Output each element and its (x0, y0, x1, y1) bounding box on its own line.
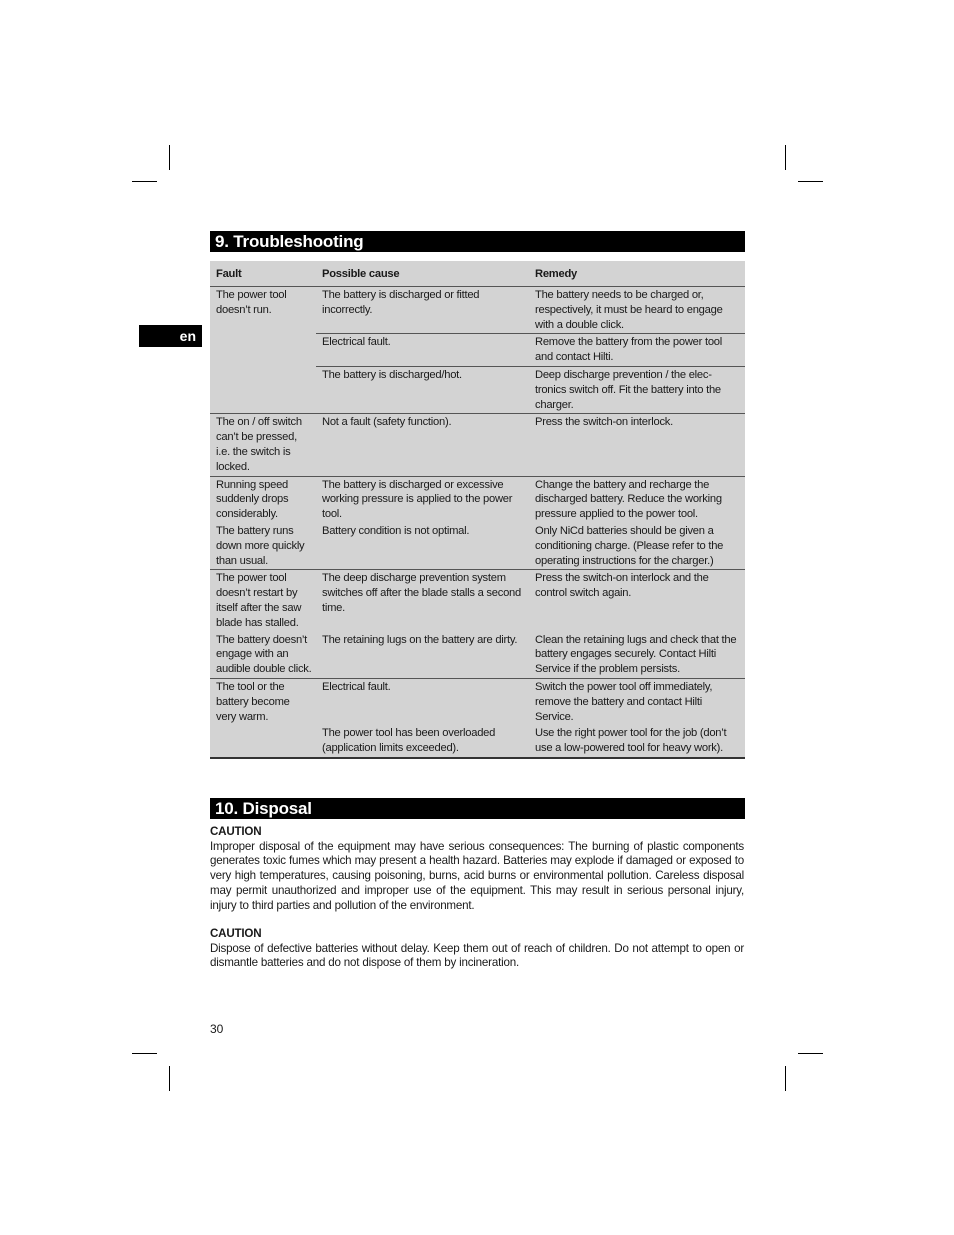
remedy-cell: Only NiCd batteries should be given a conditioning charge. (Please refer to the operating instructions for the charger.) (529, 523, 745, 570)
remedy-cell: Press the switch-on interlock and the control switch again. (535, 572, 709, 600)
cause-cell: The battery is discharged/hot. (316, 366, 529, 413)
remedy-cell: Press the switch-on interlock. (529, 414, 745, 476)
crop-mark (132, 1053, 157, 1054)
cause-cell: The battery is discharged or excessive working pressure is applied to the power tool. (322, 478, 513, 521)
cause-cell: Electrical fault. (316, 334, 529, 367)
section-title-troubleshooting: 9. Troubleshooting (210, 231, 745, 252)
fault-cell: The power tool doesn’t restart by itself after the saw blade has stalled. (216, 572, 302, 629)
caution-block-2 (210, 927, 744, 971)
fault-cell: The on / off switch can’t be pressed, i.e. the switch is locked. (210, 414, 316, 476)
remedy-cell: Switch the power tool off immediately, remove the battery and contact Hilti Service. (535, 680, 713, 723)
column-header-remedy: Remedy (529, 261, 745, 287)
remedy-cell: Use the right power tool for the job (don’t use a low-powered tool for heavy work). (529, 725, 745, 758)
table-row (210, 570, 745, 632)
crop-mark (798, 181, 823, 182)
table-row (210, 414, 745, 476)
caution-label: CAUTION (210, 825, 262, 838)
remedy-cell: Deep discharge prevention / the elec-tronics switch off. Fit the battery into the charger. (529, 366, 745, 413)
caution-label: CAUTION (210, 927, 262, 940)
table-row (210, 632, 745, 679)
table-row (210, 476, 745, 523)
cause-cell: The battery is discharged or fitted incorrectly. (316, 287, 529, 334)
cause-cell: The deep discharge prevention system switches off after the blade stalls a second time. (322, 572, 521, 614)
language-tab: en (139, 325, 202, 347)
fault-cell: The battery runs down more quickly than usual. (210, 523, 316, 570)
troubleshooting-table (210, 261, 745, 759)
caution-text: Improper disposal of the equipment may have serious consequences: The burning of plastic components generates toxic fumes which may present a health hazard. Batteries may explode if damaged or exposed to very high temperatures, causing poisoning, burns, acid burns or environmental pollution. Careless disposal may permit unauthorized and improper use of the equipment. This may result in serious personal injury, injury to third parties and pollution of the environment. (210, 839, 744, 912)
cause-cell: Battery condition is not optimal. (316, 523, 529, 570)
fault-cell: The battery doesn’t engage with an audible double click. (210, 632, 316, 679)
caution-text: Dispose of defective batteries without delay. Keep them out of reach of children. Do not attempt to open or dismantle batteries and do not dispose of them by incineration. (210, 941, 744, 970)
table-row (210, 678, 745, 725)
fault-cell: The power tool doesn’t run. (210, 287, 316, 414)
remedy-cell: Clean the retaining lugs and check that the battery engages securely. Contact Hilti Service if the problem persists. (529, 632, 745, 679)
remedy-cell: Remove the battery from the power tool and contact Hilti. (529, 334, 745, 367)
crop-mark (169, 145, 170, 170)
column-header-fault: Fault (210, 261, 316, 287)
table-header-row (210, 261, 745, 287)
crop-mark (798, 1053, 823, 1054)
table-row (210, 523, 745, 570)
remedy-cell: Change the battery and recharge the discharged battery. Reduce the working pressure applied to the power tool. (535, 478, 722, 521)
crop-mark (169, 1066, 170, 1091)
fault-cell: Running speed suddenly drops considerably. (216, 478, 289, 521)
column-header-cause: Possible cause (316, 261, 529, 287)
fault-cell: The tool or the battery become very warm. (210, 678, 316, 757)
remedy-cell: The battery needs to be charged or, respectively, it must be heard to engage with a double click. (529, 287, 745, 334)
cause-cell: Electrical fault. (322, 680, 391, 693)
section-title-disposal: 10. Disposal (210, 798, 745, 819)
caution-block-1 (210, 825, 744, 913)
cause-cell: Not a fault (safety function). (316, 414, 529, 476)
cause-cell: The retaining lugs on the battery are dirty. (316, 632, 529, 679)
crop-mark (785, 1066, 786, 1091)
page-number: 30 (210, 1022, 224, 1036)
table-row (210, 287, 745, 334)
cause-cell: The power tool has been overloaded (application limits exceeded). (316, 725, 529, 758)
crop-mark (132, 181, 157, 182)
crop-mark (785, 145, 786, 170)
